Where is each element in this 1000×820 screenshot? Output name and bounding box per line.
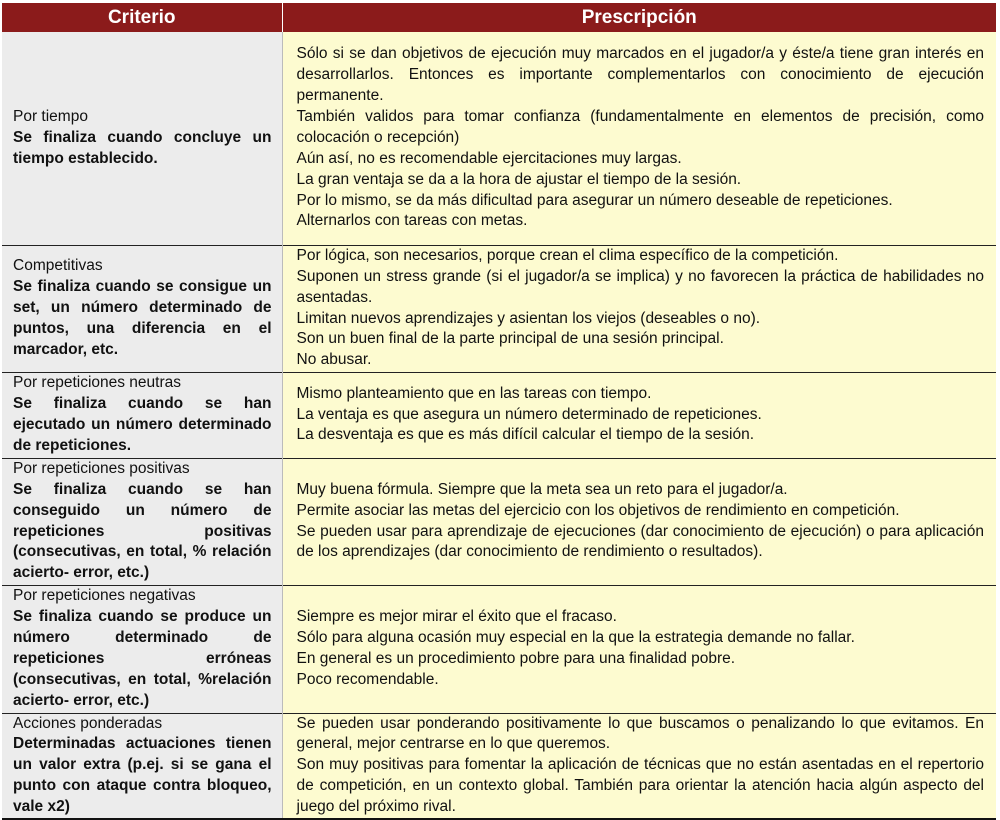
prescription-line: En general es un procedimiento pobre para una finalidad pobre. bbox=[296, 650, 736, 667]
criterion-cell bbox=[2, 372, 282, 458]
criteria-table bbox=[2, 3, 996, 820]
prescription-line: La ventaja es que asegura un número determinado de repeticiones. bbox=[296, 405, 762, 423]
prescription-line: No abusar. bbox=[296, 351, 372, 369]
header-criterio: Criterio bbox=[2, 3, 282, 32]
prescription-line: La desventaja es que es más difícil calcular el tiempo de la sesión. bbox=[296, 426, 754, 444]
prescription-line: Aún así, no es recomendable ejercitaciones muy largas. bbox=[296, 149, 682, 167]
criterion-cell bbox=[2, 713, 282, 819]
table-row bbox=[2, 713, 996, 819]
prescription-line: También validos para tomar confianza (fundamentalmente en elementos de precisión, como colocación o recepción) bbox=[296, 107, 984, 146]
criterion-description: Se finaliza cuando se han ejecutado un número determinado de repeticiones. bbox=[13, 395, 272, 454]
prescription-line: Poco recomendable. bbox=[296, 670, 439, 688]
prescription-cell bbox=[282, 372, 996, 458]
prescription-line: Son un buen final de la parte principal de una sesión principal. bbox=[296, 330, 724, 348]
prescription-line: Sólo si se dan objetivos de ejecución muy marcados en el jugador/a y éste/a tiene gran interés en desarrollarlos. Entonces es importante complementarlos con conocimiento de ejecución permanente. bbox=[296, 45, 984, 104]
criterion-description: Se finaliza cuando se han conseguido un número de repeticiones positivas (consecutivas, en total, % relación acierto- error, etc.) bbox=[13, 480, 272, 582]
prescription-cell bbox=[282, 713, 996, 819]
prescription-cell bbox=[282, 458, 996, 585]
criterion-description: Se finaliza cuando se consigue un set, un número determinado de puntos, una diferencia en el marcador, etc. bbox=[13, 278, 272, 358]
header-row bbox=[2, 3, 996, 32]
criterion-name: Por tiempo bbox=[13, 107, 88, 125]
prescription-line: Por lo mismo, se da más dificultad para asegurar un número deseable de repeticiones. bbox=[296, 191, 893, 209]
prescription-cell bbox=[282, 585, 996, 713]
table-row bbox=[2, 458, 996, 585]
criterion-name: Acciones ponderadas bbox=[13, 714, 163, 732]
table-row bbox=[2, 32, 996, 245]
criterion-cell bbox=[2, 458, 282, 585]
prescription-line: Limitan nuevos aprendizajes y asientan los viejos (deseables o no). bbox=[296, 309, 761, 327]
prescription-line: Permite asociar las metas del ejercicio con los objetivos de rendimiento en competición. bbox=[296, 501, 900, 519]
criterion-name: Por repeticiones negativas bbox=[13, 587, 196, 605]
prescription-line: La gran ventaja se da a la hora de ajustar el tiempo de la sesión. bbox=[296, 170, 742, 188]
criterion-cell bbox=[2, 585, 282, 713]
prescription-line: Alternarlos con tareas con metas. bbox=[296, 212, 528, 230]
prescription-line: Siempre es mejor mirar el éxito que el fracaso. bbox=[296, 608, 617, 626]
table-row bbox=[2, 245, 996, 372]
prescription-cell bbox=[282, 245, 996, 372]
prescription-line: Suponen un stress grande (si el jugador/a se implica) y no favorecen la práctica de habilidades no asentadas. bbox=[296, 267, 984, 306]
table-row bbox=[2, 585, 996, 713]
criterion-cell bbox=[2, 32, 282, 245]
criterion-description: Se finaliza cuando se produce un número determinado de repeticiones erróneas (consecutivas, en total, %relación acierto- error, etc.) bbox=[13, 608, 272, 709]
prescription-line: Muy buena fórmula. Siempre que la meta sea un reto para el jugador/a. bbox=[296, 480, 788, 498]
prescription-line: Mismo planteamiento que en las tareas con tiempo. bbox=[296, 384, 652, 402]
prescription-cell bbox=[282, 32, 996, 245]
prescription-line: Son muy positivas para fomentar la aplicación de técnicas que no están asentadas en el repertorio de competición, en un contexto global. También para orientar la atención hacia algún aspecto del juego del próximo rival. bbox=[296, 756, 984, 816]
header-prescripcion: Prescripción bbox=[282, 3, 996, 32]
criterion-cell bbox=[2, 245, 282, 372]
criterion-name: Competitivas bbox=[13, 257, 103, 275]
criterion-description: Determinadas actuaciones tienen un valor extra (p.ej. si se gana el punto con ataque contra bloqueo, vale x2) bbox=[13, 735, 272, 816]
table-row bbox=[2, 372, 996, 458]
criterion-name: Por repeticiones positivas bbox=[13, 459, 190, 477]
prescription-line: Se pueden usar ponderando positivamente lo que buscamos o penalizando lo que evitamos. En general, mejor centrarse en lo que queremos. bbox=[296, 714, 984, 753]
prescription-line: Por lógica, son necesarios, porque crean el clima específico de la competición. bbox=[296, 246, 839, 264]
prescription-line: Se pueden usar para aprendizaje de ejecuciones (dar conocimiento de ejecución) o para aplicación de los aprendizajes (dar conocimiento de rendimiento o resultados). bbox=[296, 522, 984, 561]
criteria-document bbox=[2, 3, 996, 820]
criterion-description: Se finaliza cuando concluye un tiempo establecido. bbox=[13, 128, 272, 167]
criterion-name: Por repeticiones neutras bbox=[13, 374, 182, 392]
prescription-line: Sólo para alguna ocasión muy especial en la que la estrategia demande no fallar. bbox=[296, 629, 855, 647]
